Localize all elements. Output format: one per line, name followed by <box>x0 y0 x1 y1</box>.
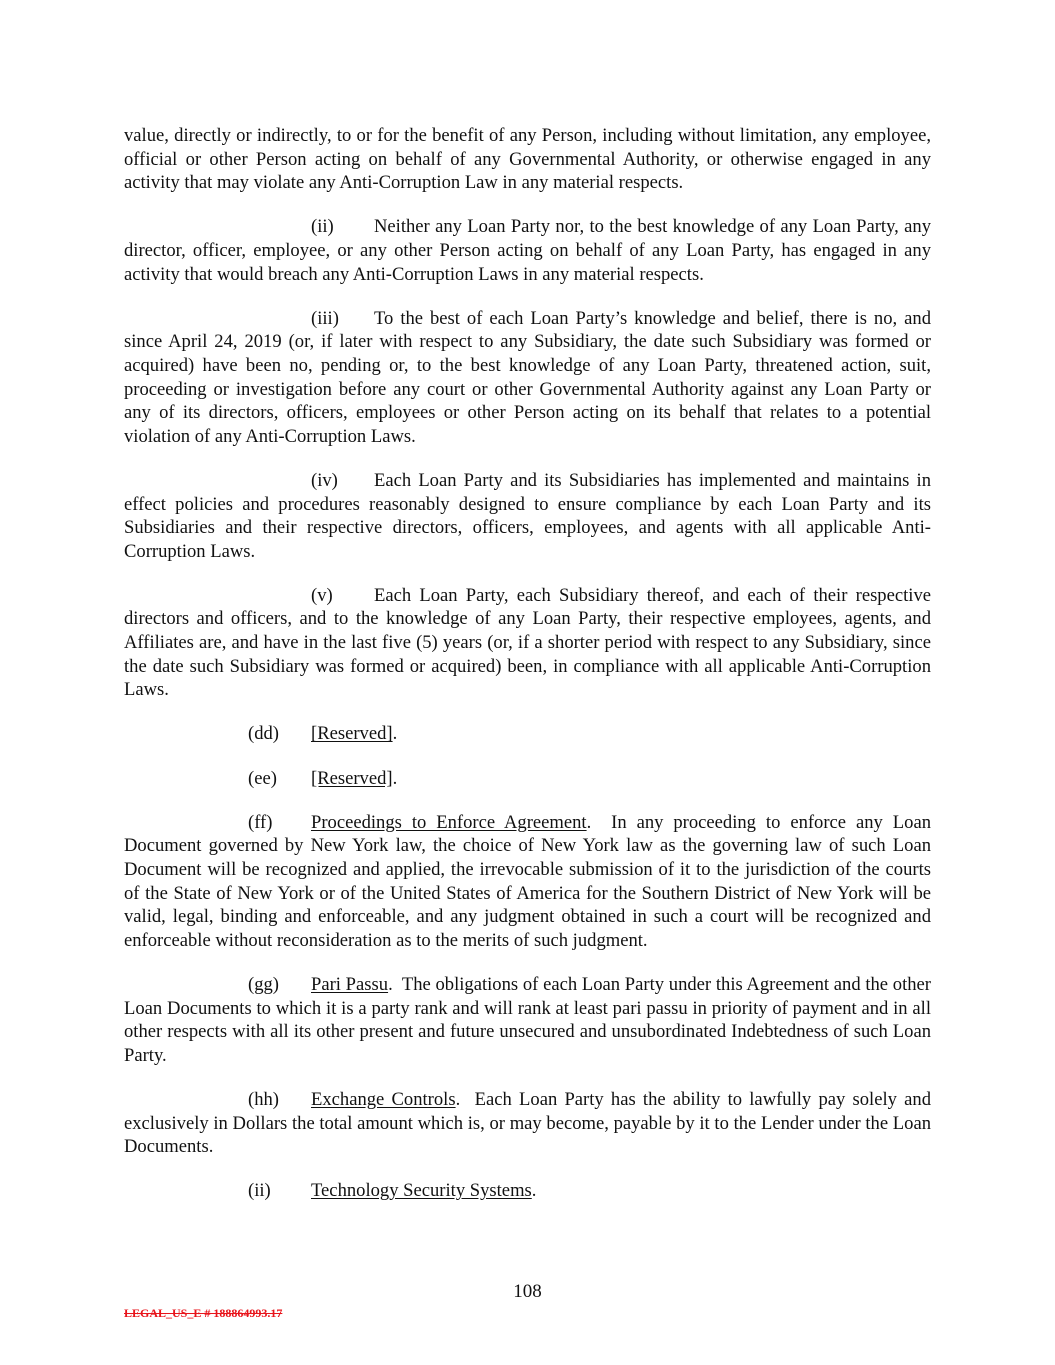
section-number: (dd) <box>248 723 279 745</box>
subitem-number: (iv) <box>311 469 338 491</box>
section-text: In any proceeding to enforce any Loan Document governed by New York law, the choice of New York law as the governing law of such Loan Document will be recognized and applied, the irrevocable submission of it to the jurisdiction of the courts of the State of New York or of the United States of America for the Southern District of New York will be valid, legal, binding and enforceable, and any judgment obtained in such a court will be recognized and enforceable without reconsideration as to the merits of such judgment. <box>124 811 931 951</box>
section-ff: (ff) Proceedings to Enforce Agreement. In any proceeding to enforce any Loan Document governed by New York law, the choice of New York law as the governing law of such Loan Document will be recognized and applied, the irrevocable submission of it to the jurisdiction of the courts of the State of New York or of the United States of America for the Southern District of New York will be valid, legal, binding and enforceable, and any judgment obtained in such a court will be recognized and enforceable without reconsideration as to the merits of such judgment. <box>124 811 931 951</box>
subitem-number: (ii) <box>311 216 334 238</box>
subitem-number: (iii) <box>311 307 339 329</box>
page-number: 108 <box>513 1281 542 1302</box>
section-ee: (ee) [Reserved]. <box>248 767 398 789</box>
section-number: (ii) <box>248 1180 271 1202</box>
subitem-text: To the best of each Loan Party’s knowledge and belief, there is no, and since April 24, 2019 (or, if later with respect to any Subsidiary, the date such Subsidiary was formed or acquired) have been no, pending or, to the best knowledge of any Loan Party, threatened action, suit, proceeding or investigation before any court or other Governmental Authority against any Loan Party or any of its directors, officers, employees or other Person acting on its behalf that relates to a potential violation of any Anti-Corruption Laws. <box>124 307 931 447</box>
section-dd: (dd) [Reserved]. <box>248 723 398 745</box>
footer-document-id: LEGAL_US_E # 188864993.17 <box>124 1306 283 1320</box>
section-gg: (gg) Pari Passu. The obligations of each Loan Party under this Agreement and the other Loan Documents to which it is a party rank and will rank at least pari passu in priority of payment and in all other respects with all its other present and future unsecured and unsubordinated Indebtedness of such Loan Party. <box>124 973 932 1066</box>
section-heading: Exchange Controls <box>311 1088 456 1110</box>
section-text: Each Loan Party has the ability to lawfully pay solely and exclusively in Dollars the total amount which is, or may become, payable by it to the Lender under the Loan Documents. <box>124 1088 931 1158</box>
subitem-iv <box>124 469 931 563</box>
section-number: (ee) <box>248 767 277 789</box>
section-heading: Technology Security Systems <box>311 1180 532 1202</box>
section-number: (hh) <box>248 1088 279 1110</box>
document-page <box>124 124 931 1224</box>
section-heading: Pari Passu <box>311 973 389 995</box>
subitem-ii <box>124 215 931 286</box>
subitem-number: (v) <box>311 584 333 606</box>
section-text: The obligations of each Loan Party under this Agreement and the other Loan Documents to which it is a party rank and will rank at least pari passu in priority of payment and in all other respects with all its other present and future unsecured and unsubordinated Indebtedness of such Loan Party. <box>124 973 932 1066</box>
subitem-text: Neither any Loan Party nor, to the best knowledge of any Loan Party, any director, officer, employee, or any other Person acting on behalf of any Loan Party, has engaged in any activity that would breach any Anti-Corruption Laws in any material respects. <box>124 216 931 285</box>
subitem-text: Each Loan Party, each Subsidiary thereof, and each of their respective directors and officers, and to the knowledge of any Loan Party, their respective employees, agents, and Affiliates are, and have in the last five (5) years (or, if a shorter period with respect to any Subsidiary, since the date such Subsidiary was formed or acquired) been, in compliance with all applicable Anti-Corruption Laws. <box>124 584 931 701</box>
section-ii: (ii) Technology Security Systems. <box>248 1180 537 1202</box>
section-hh: (hh) Exchange Controls. Each Loan Party has the ability to lawfully pay solely and exclusively in Dollars the total amount which is, or may become, payable by it to the Lender under the Loan Documents. <box>124 1088 931 1158</box>
section-heading: [Reserved] <box>311 767 393 789</box>
intro-paragraph: value, directly or indirectly, to or for the benefit of any Person, including without limitation, any employee, official or other Person acting on behalf of any Governmental Authority, or otherwise engaged in any activity that may violate any Anti-Corruption Law in any material respects. <box>124 125 931 194</box>
section-number: (ff) <box>248 811 273 833</box>
section-heading: [Reserved] <box>311 723 393 745</box>
section-heading: Proceedings to Enforce Agreement <box>311 811 587 833</box>
section-number: (gg) <box>248 973 279 995</box>
subitem-iii <box>124 307 931 449</box>
subitem-text: Each Loan Party and its Subsidiaries has implemented and maintains in effect policies and procedures reasonably designed to ensure compliance by each Loan Party and its Subsidiaries and their respective directors, officers, employees, and agents with all applicable Anti-Corruption Laws. <box>124 469 931 562</box>
subitem-v <box>124 584 931 702</box>
